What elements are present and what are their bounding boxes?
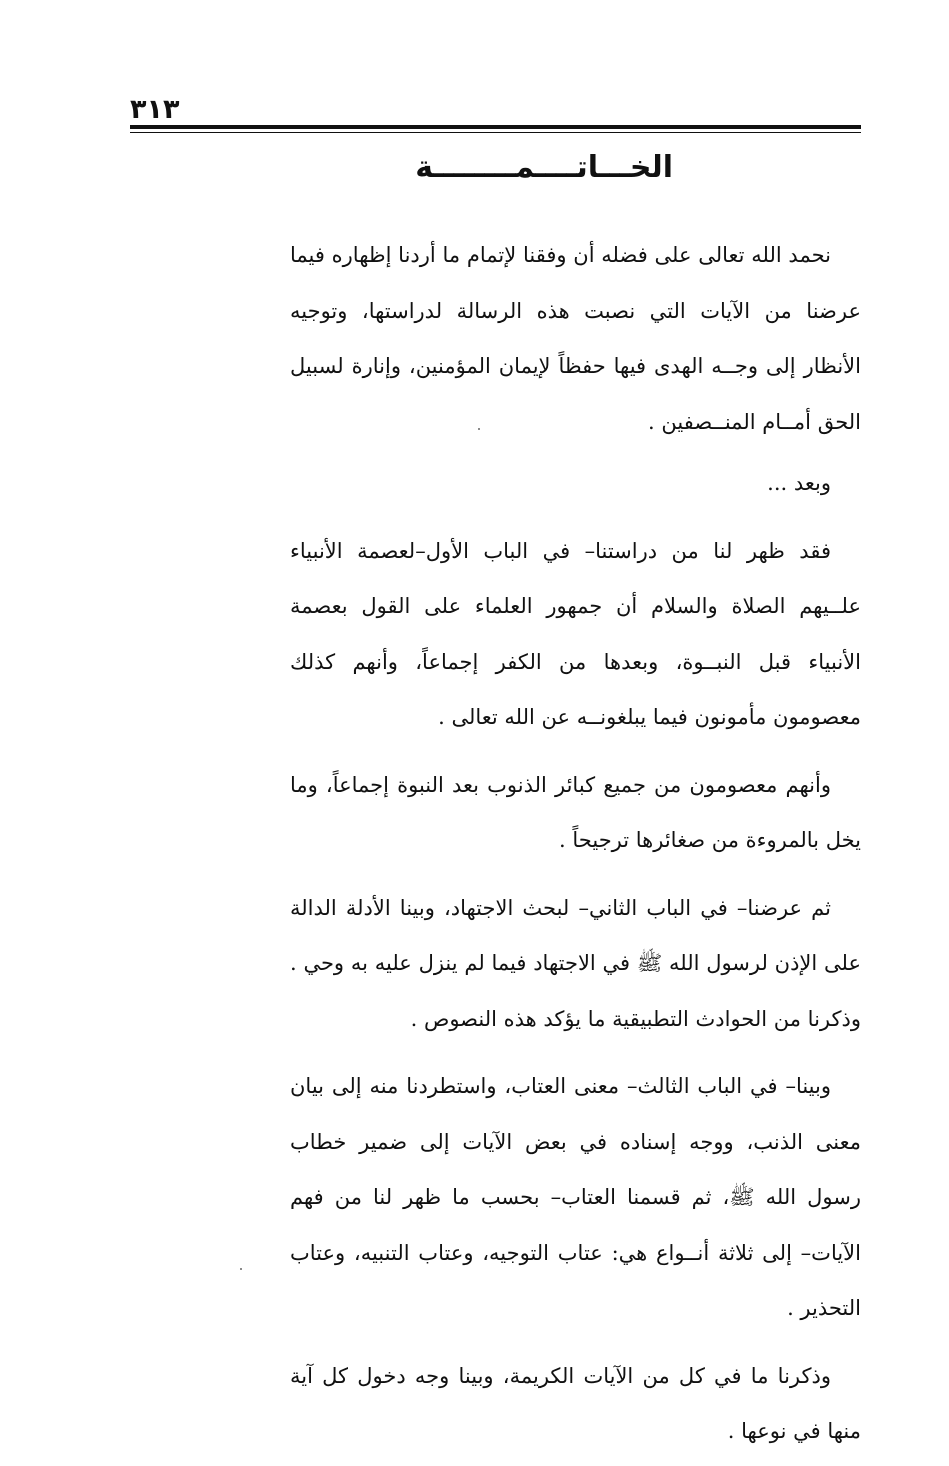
paragraph-infallibility: وأنهم معصومون من جميع كبائر الذنوب بعد النبوة إجماعاً، وما يخل بالمروءة من صغائرها ترجيحاً . bbox=[290, 772, 861, 852]
paragraph-chapter-two: ثم عرضنا– في الباب الثاني– لبحث الاجتهاد، وبينا الأدلة الدالة على الإذن لرسول الله ﷺ في الاجتهاد فيما لم ينزل عليه به وحي . وذكرنا من الحوادث التطبيقية ما يؤكد هذه النصوص . bbox=[290, 895, 861, 1031]
scan-speck bbox=[478, 428, 480, 430]
paragraph-chapter-one: فقد ظهر لنا من دراستنا– في الباب الأول–لعصمة الأنبياء علــيهم الصلاة والسلام أن جمهور العلماء على القول بعصمة الأنبياء قبل النبــوة، وبعدها من الكفر إجماعاً، وأنهم كذلك معصومون مأمونون فيما يبلغونــه عن الله تعالى . bbox=[290, 538, 861, 729]
paragraph-intro: نحمد الله تعالى على فضله أن وفقنا لإتمام ما أردنا إظهاره فيما عرضنا من الآيات التي نصبت هذه الرسالة لدراستها، وتوجيه الأنظار إلى وجــه الهدى فيها حفظاً لإيمان المؤمنين، وإنارة لسبيل الحق أمــام المنــصفين . bbox=[290, 243, 861, 434]
paragraph-conclusion: وذكرنا ما في كل من الآيات الكريمة، وبينا وجه دخول كل آية منها في نوعها . bbox=[290, 1363, 861, 1443]
paragraph-wabaad: وبعد ... bbox=[767, 471, 831, 495]
body-text bbox=[290, 228, 861, 1466]
paragraph-chapter-three: وبينا– في الباب الثالث– معنى العتاب، واستطردنا منه إلى بيان معنى الذنب، ووجه إسناده في بعض الآيات إلى ضمير خطاب رسول الله ﷺ، ثم قسمنا العتاب– بحسب ما ظهر لنا من فهم الآيات– إلى ثلاثة أنــواع هي: عتاب التوجيه، وعتاب التنبيه، وعتاب التحذير . bbox=[290, 1074, 861, 1320]
header-rule-thick bbox=[130, 125, 861, 129]
chapter-title: الخـــاتــــمــــــــة bbox=[415, 150, 673, 185]
scan-speck bbox=[240, 1268, 242, 1270]
header-rule-thin bbox=[130, 132, 861, 133]
page-number: ٣١٣ bbox=[130, 94, 180, 125]
